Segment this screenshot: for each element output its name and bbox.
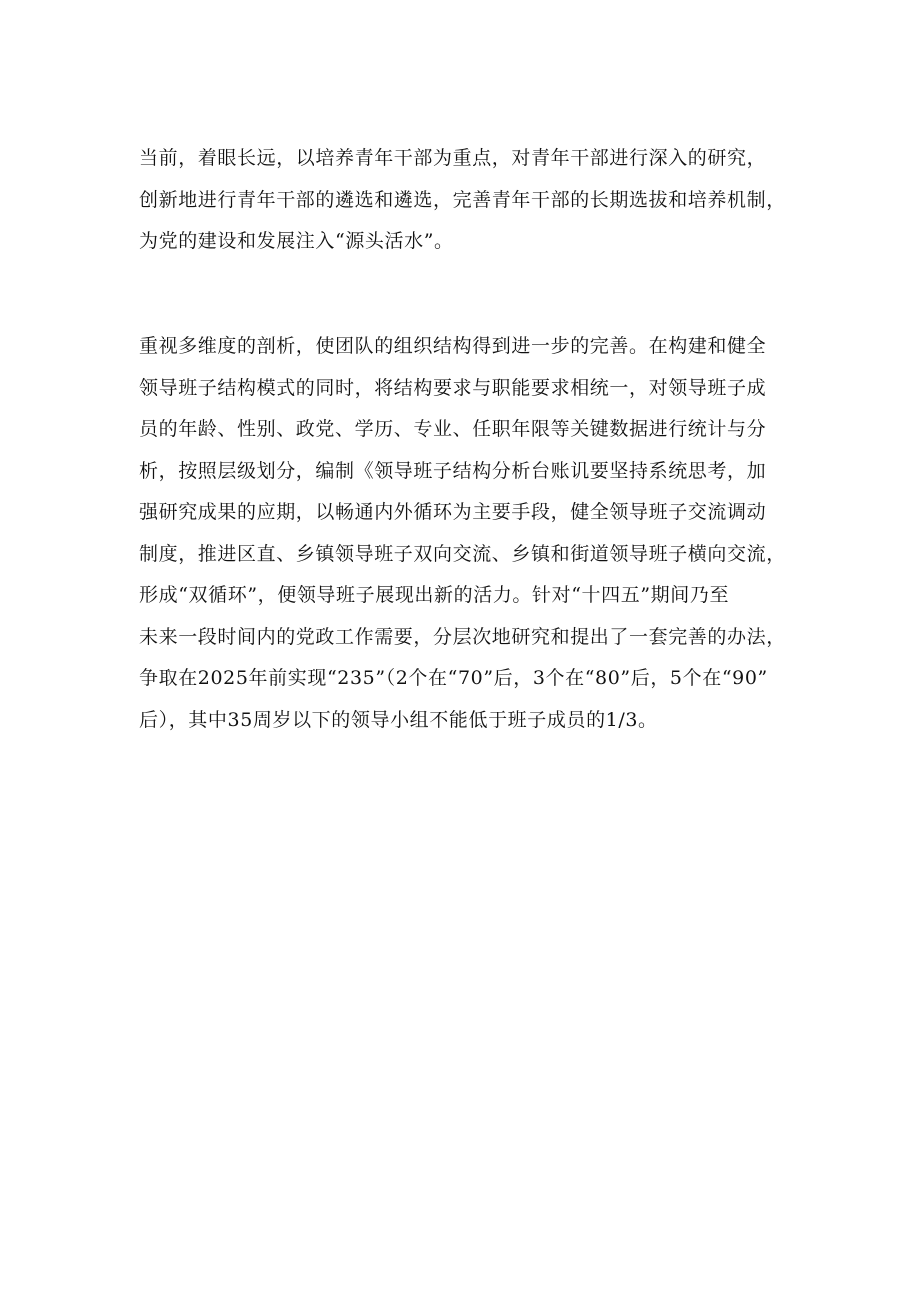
text-line: 员的年龄、性别、政党、学历、专业、任职年限等关键数据进行统计与分 xyxy=(139,418,767,440)
text-line: 当前，着眼长远，以培养青年干部为重点，对青年干部进行深入的研究， xyxy=(139,147,767,169)
text-line: 形成“双循环”，便领导班子展现出新的活力。针对“十四五”期间乃至 xyxy=(139,584,730,606)
paragraph-1 xyxy=(139,138,786,263)
text-line: 创新地进行青年干部的遴选和遴选，完善青年干部的长期选拔和培养机制， xyxy=(139,188,786,211)
text-line: 领导班子结构模式的同时，将结构要求与职能要求相统一，对领导班子成 xyxy=(139,376,767,399)
text-line: 未来一段时间内的党政工作需要，分层次地研究和提出了一套完善的办法， xyxy=(139,625,786,648)
text-line: 为党的建设和发展注入“源头活水”。 xyxy=(139,230,454,252)
text-line: 析，按照层级划分，编制《领导班子结构分析台账讥要坚持系统思考，加 xyxy=(139,459,767,482)
text-line: 后），其中35周岁以下的领导小组不能低于班子成员的1/3。 xyxy=(139,708,658,731)
text-line: 争取在2025年前实现“235”（2个在“70”后，3个在“80”后，5个在“90” xyxy=(139,667,768,689)
paragraph-2 xyxy=(139,326,786,741)
text-line: 强研究成果的应期，以畅通内外循环为主要手段，健全领导班子交流调动 xyxy=(139,501,767,523)
text-line: 重视多维度的剖析，使团队的组织结构得到进一步的完善。在构建和健全 xyxy=(139,335,767,357)
text-line: 制度，推进区直、乡镇领导班子双向交流、乡镇和街道领导班子横向交流， xyxy=(139,542,786,565)
